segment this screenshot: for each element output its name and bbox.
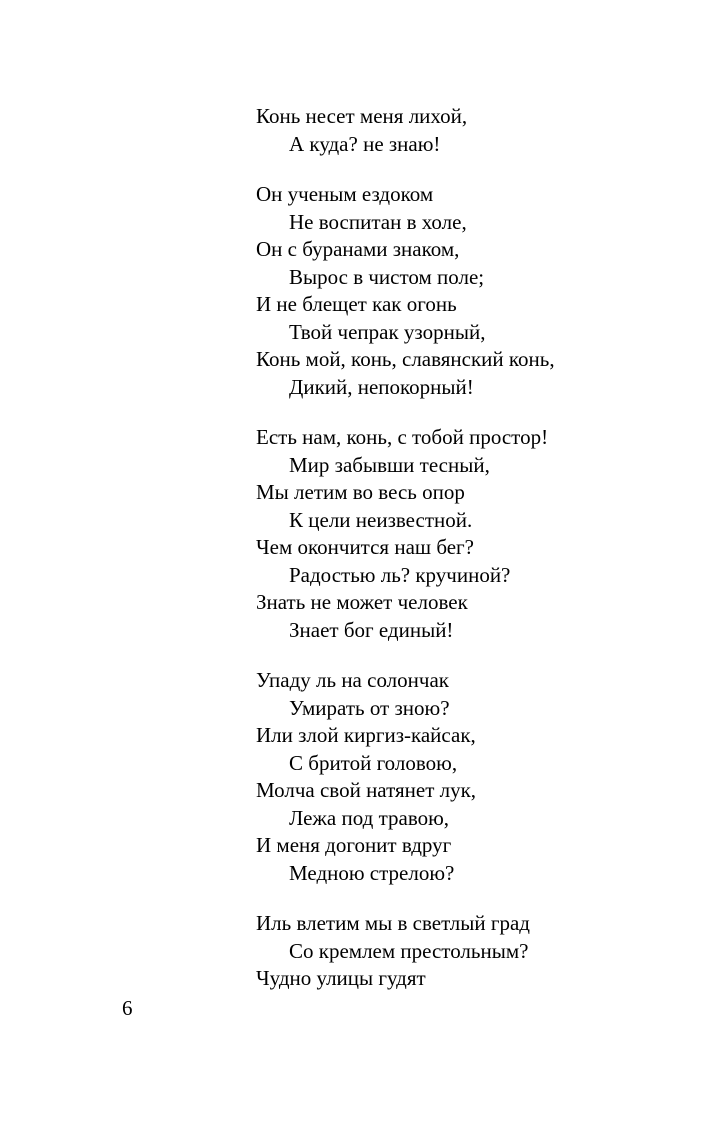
poem-line: Мы летим во весь опор bbox=[256, 480, 465, 504]
stanza bbox=[256, 910, 676, 993]
poem-line: Есть нам, конь, с тобой простор! bbox=[256, 425, 549, 449]
poem-line: С бритой головою, bbox=[289, 750, 458, 775]
poem-line: Знать не может человек bbox=[256, 590, 468, 614]
stanza bbox=[256, 667, 676, 887]
poem-line: Лежа под травою, bbox=[289, 805, 450, 830]
stanza bbox=[256, 181, 676, 401]
stanza bbox=[256, 424, 676, 644]
poem-line: Мир забывши тесный, bbox=[289, 452, 490, 477]
poem-line: Конь мой, конь, славянский конь, bbox=[256, 347, 555, 371]
poem-line: Или злой киргиз-кайсак, bbox=[256, 723, 476, 747]
poem-line: Дикий, непокорный! bbox=[289, 374, 474, 399]
poem-text bbox=[256, 103, 676, 993]
poem-line: Иль влетим мы в светлый град bbox=[256, 911, 530, 935]
poem-line: Знает бог единый! bbox=[289, 617, 454, 642]
poem-line: Со кремлем престольным? bbox=[289, 938, 529, 963]
poem-line: Упаду ль на солончак bbox=[256, 668, 449, 692]
poem-line: К цели неизвестной. bbox=[289, 507, 473, 532]
stanza bbox=[256, 103, 676, 158]
page-number: 6 bbox=[122, 996, 133, 1020]
poem-line: Чем окончится наш бег? bbox=[256, 535, 474, 559]
poem-line: Радостью ль? кручиной? bbox=[289, 562, 511, 587]
poem-line: И меня догонит вдруг bbox=[256, 833, 452, 857]
poem-line: Твой чепрак узорный, bbox=[289, 319, 486, 344]
poem-line: Он ученым ездоком bbox=[256, 182, 434, 206]
poem-line: Умирать от зною? bbox=[289, 695, 450, 720]
poem-line: Медною стрелою? bbox=[289, 860, 455, 885]
poem-line: А куда? не знаю! bbox=[289, 131, 441, 156]
poem-line: Молча свой натянет лук, bbox=[256, 778, 477, 802]
poem-line: Он с буранами знаком, bbox=[256, 237, 460, 261]
poem-line: Вырос в чистом поле; bbox=[289, 264, 485, 289]
poem-line: Не воспитан в холе, bbox=[289, 209, 467, 234]
poem-line: Конь несет меня лихой, bbox=[256, 104, 468, 128]
poem-line: И не блещет как огонь bbox=[256, 292, 457, 316]
poem-line: Чудно улицы гудят bbox=[256, 966, 426, 990]
